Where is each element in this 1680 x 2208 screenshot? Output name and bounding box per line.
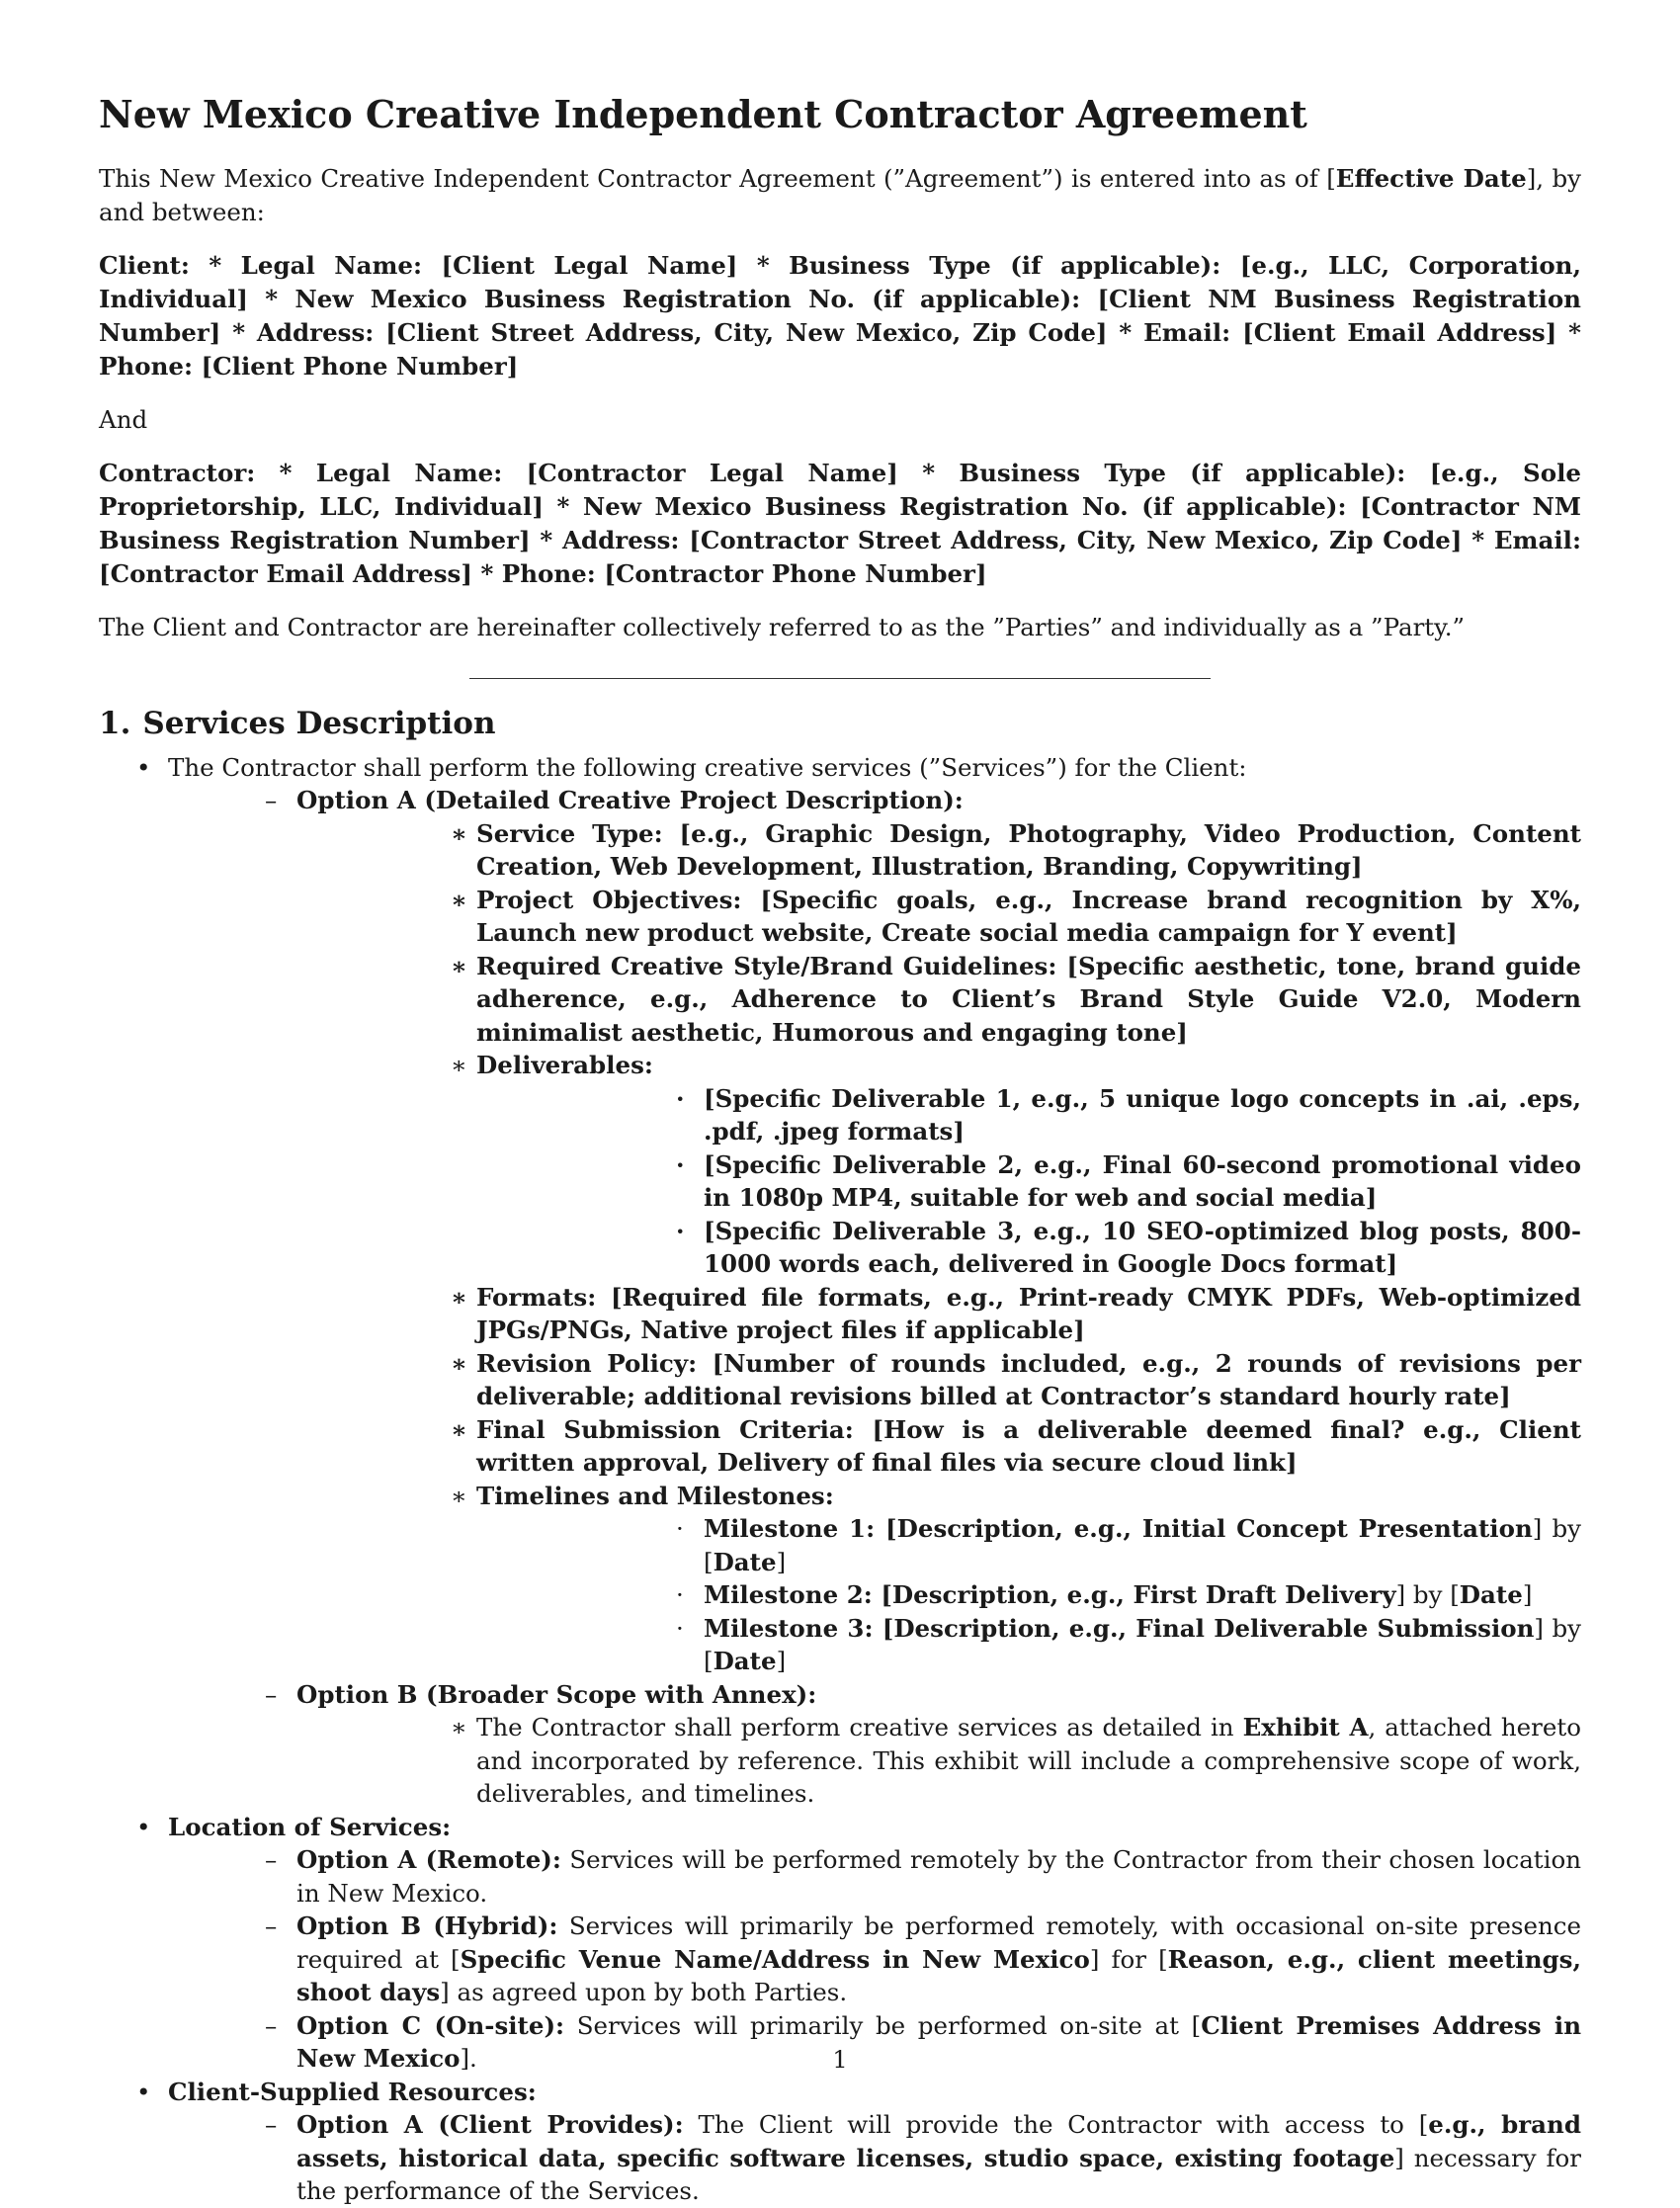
- list-item: [99, 2076, 1581, 2208]
- services-list: [99, 751, 1581, 2208]
- intro-paragraph: [99, 162, 1581, 229]
- resources-label: Client-Supplied Resources:: [168, 2077, 537, 2106]
- option-text: ] necessary for the performance of the Services.: [296, 2143, 1581, 2205]
- deliverable-text: [Specific Deliverable 1, e.g., 5 unique logo concepts in .ai, .eps, .pdf, .jpeg formats]: [704, 1083, 1581, 1146]
- milestone-text: Milestone 1: [Description, e.g., Initial Concept Presentation: [704, 1514, 1533, 1543]
- star-marker: ∗: [451, 818, 467, 848]
- option-a-label: Option A (Detailed Creative Project Description):: [296, 786, 964, 814]
- sublist: [476, 1082, 1581, 1281]
- section-divider-wrap: [99, 664, 1581, 666]
- bullet-marker: •: [136, 752, 151, 782]
- deliverable-text: [Specific Deliverable 2, e.g., Final 60-second promotional video in 1080p MP4, suitable for web and social media]: [704, 1149, 1581, 1212]
- option-label: Option C (On-site):: [296, 2010, 565, 2040]
- section-title: Services Description: [142, 705, 496, 741]
- sublist: [476, 1512, 1581, 1678]
- option-text: Services will primarily be performed on-site at [: [564, 2010, 1202, 2040]
- milestone-date: Date: [713, 1647, 777, 1675]
- list-item: [476, 1082, 1581, 1148]
- venue-placeholder: Specific Venue Name/Address in New Mexico: [460, 1944, 1090, 1974]
- list-item-text: The Contractor shall perform the following creative services (”Services”) for the Client:: [168, 752, 1247, 782]
- dot-marker: ·: [676, 1083, 685, 1113]
- list-item: [296, 1281, 1581, 1347]
- deliverable-text: [Specific Deliverable 3, e.g., 10 SEO-optimized blog posts, 800-1000 words each, delivered in Google Docs format]: [704, 1216, 1581, 1278]
- list-item: [168, 1910, 1581, 2009]
- option-text: The Client will provide the Contractor with access to [: [683, 2110, 1429, 2139]
- star-marker: ∗: [451, 1481, 467, 1510]
- list-item: [168, 1678, 1581, 1811]
- objectives-text: Project Objectives: [Specific goals, e.g., Increase brand recognition by X%, Launch new product website, Create social media campaign for Y event]: [476, 885, 1581, 947]
- list-item: [99, 751, 1581, 1811]
- dot-marker: ·: [676, 1613, 684, 1643]
- option-b-text: The Contractor shall perform creative services as detailed in: [476, 1713, 1243, 1741]
- resources-placeholder: e.g., brand assets, historical data, specific software licenses, studio space, existing footage: [296, 2110, 1581, 2172]
- option-label: Option A (Remote):: [296, 1845, 561, 1874]
- milestone-bracket: ]: [776, 1647, 787, 1675]
- final-criteria-text: Final Submission Criteria: [How is a deliverable deemed final? e.g., Client written approval, Delivery of final files via secure cloud link]: [476, 1414, 1581, 1477]
- bullet-marker: •: [136, 1812, 151, 1841]
- formats-text: Formats: [Required file formats, e.g., Print-ready CMYK PDFs, Web-optimized JPGs/PNGs, Native project files if applicable]: [476, 1282, 1581, 1344]
- dash-marker: –: [265, 1911, 278, 1940]
- page-number: 1: [832, 2046, 848, 2074]
- parties-paragraph: The Client and Contractor are hereinafter collectively referred to as the ”Parties” and individually as a ”Party.”: [99, 612, 1466, 641]
- list-item: [476, 1578, 1581, 1612]
- option-text: Services will be performed remotely by the Contractor from their chosen location in New Mexico.: [296, 1845, 1582, 1908]
- deliverables-label: Deliverables:: [476, 1051, 653, 1079]
- dot-marker: ·: [676, 1580, 684, 1609]
- location-label: Location of Services:: [168, 1812, 452, 1841]
- milestone-date: Date: [1459, 1580, 1523, 1609]
- contractor-block: Contractor: * Legal Name: [Contractor Legal Name] * Business Type (if applicable): [e.g., Sole Proprietorship, LLC, Individual] * New Mexico Business Registration No. (if applicable): [Contractor NM Business Registration Number] * Address: [Contractor Street Address, City, New Mexico, Zip Code] * Email: [Contractor Email Address] * Phone: [Contractor Phone Number]: [99, 458, 1581, 588]
- star-marker: ∗: [451, 885, 467, 914]
- reason-placeholder: Reason, e.g., client meetings, shoot days: [296, 1944, 1581, 2006]
- sublist: [168, 784, 1581, 1811]
- milestone-date: Date: [713, 1547, 777, 1576]
- document-page: [99, 79, 1582, 2205]
- dash-marker: –: [265, 786, 278, 814]
- document-title: New Mexico Creative Independent Contractor Agreement: [99, 92, 1307, 136]
- horizontal-rule: [469, 678, 1211, 679]
- exhibit-a-ref: Exhibit A: [1242, 1713, 1369, 1741]
- list-item: [476, 1148, 1581, 1215]
- dash-marker: –: [265, 2010, 278, 2040]
- option-text: ] for [: [1089, 1944, 1168, 1974]
- sublist: [168, 1843, 1581, 2076]
- list-item: [296, 950, 1581, 1050]
- list-item: [99, 1811, 1581, 2076]
- revision-text: Revision Policy: [Number of rounds included, e.g., 2 rounds of revisions per deliverable; additional revisions billed at Contractor’s standard hourly rate]: [476, 1348, 1581, 1410]
- style-text: Required Creative Style/Brand Guidelines: [Specific aesthetic, tone, brand guide adherence, e.g., Adherence to Client’s Brand Style Guide V2.0, Modern minimalist aesthetic, Humorous and engaging tone]: [476, 951, 1581, 1047]
- list-item: [296, 1347, 1581, 1413]
- and-text: And: [99, 404, 148, 434]
- option-label: Option A (Client Provides):: [296, 2110, 684, 2139]
- sublist: [168, 2108, 1581, 2208]
- effective-date-placeholder: Effective Date: [1335, 163, 1527, 193]
- dot-marker: ·: [676, 1216, 685, 1245]
- intro-text-end: ], by and between:: [99, 163, 1581, 226]
- list-item: [296, 1711, 1581, 1811]
- option-text: ].: [460, 2044, 477, 2073]
- milestone-bracket: ]: [776, 1547, 787, 1576]
- intro-text: This New Mexico Creative Independent Contractor Agreement (”Agreement”) is entered into as of [: [99, 163, 1336, 193]
- milestone-text: Milestone 3: [Description, e.g., Final Deliverable Submission: [704, 1613, 1535, 1643]
- list-item: [296, 1480, 1581, 1678]
- list-item: [296, 1049, 1581, 1281]
- milestone-by: ] by [: [1395, 1580, 1460, 1609]
- list-item: [296, 817, 1581, 884]
- dash-marker: –: [265, 1845, 278, 1874]
- option-b-label: Option B (Broader Scope with Annex):: [296, 1679, 817, 1709]
- star-marker: ∗: [451, 1348, 467, 1378]
- star-marker: ∗: [451, 1414, 467, 1444]
- star-marker: ∗: [451, 951, 467, 980]
- dot-marker: ·: [676, 1149, 685, 1179]
- star-marker: ∗: [451, 1051, 467, 1079]
- option-label: Option B (Hybrid):: [296, 1911, 558, 1940]
- option-text: ] as agreed upon by both Parties.: [440, 1978, 848, 2006]
- list-item: [168, 1843, 1581, 1910]
- milestone-text: Milestone 2: [Description, e.g., First Draft Delivery: [704, 1580, 1396, 1609]
- list-item: [296, 1413, 1581, 1480]
- list-item: [168, 2108, 1581, 2208]
- option-text: Services will primarily be performed remotely, with occasional on-site presence required at [: [296, 1911, 1581, 1974]
- service-type-text: Service Type: [e.g., Graphic Design, Photography, Video Production, Content Creation, Web Development, Illustration, Branding, Copywriting]: [476, 818, 1581, 881]
- dash-marker: –: [265, 2110, 278, 2139]
- section-1-heading: [99, 706, 1581, 741]
- dash-marker: –: [265, 1679, 278, 1709]
- section-number: 1.: [99, 705, 131, 741]
- list-item: [476, 1215, 1581, 1281]
- milestone-by: ] by [: [704, 1514, 1581, 1576]
- timelines-label: Timelines and Milestones:: [476, 1481, 834, 1510]
- premises-placeholder: Client Premises Address in New Mexico: [296, 2010, 1582, 2073]
- list-item: [476, 1612, 1581, 1678]
- list-item: [168, 784, 1581, 1678]
- sublist: [296, 1711, 1581, 1811]
- milestone-by: ] by [: [704, 1613, 1581, 1675]
- list-item: [476, 1512, 1581, 1578]
- star-marker: ∗: [451, 1713, 467, 1741]
- list-item: [296, 884, 1581, 950]
- option-b-text-end: , attached hereto and incorporated by reference. This exhibit will include a comprehensive scope of work, deliverables, and timelines.: [476, 1713, 1581, 1808]
- star-marker: ∗: [451, 1282, 467, 1312]
- bullet-marker: •: [136, 2077, 151, 2106]
- sublist: [296, 817, 1581, 1678]
- client-block: Client: * Legal Name: [Client Legal Name] * Business Type (if applicable): [e.g., LLC, Corporation, Individual] * New Mexico Business Registration No. (if applicable): [Client NM Business Registration Number] * Address: [Client Street Address, City, New Mexico, Zip Code] * Email: [Client Email Address] * Phone: [Client Phone Number]: [99, 250, 1581, 381]
- dot-marker: ·: [676, 1514, 684, 1543]
- milestone-bracket: ]: [1522, 1580, 1533, 1609]
